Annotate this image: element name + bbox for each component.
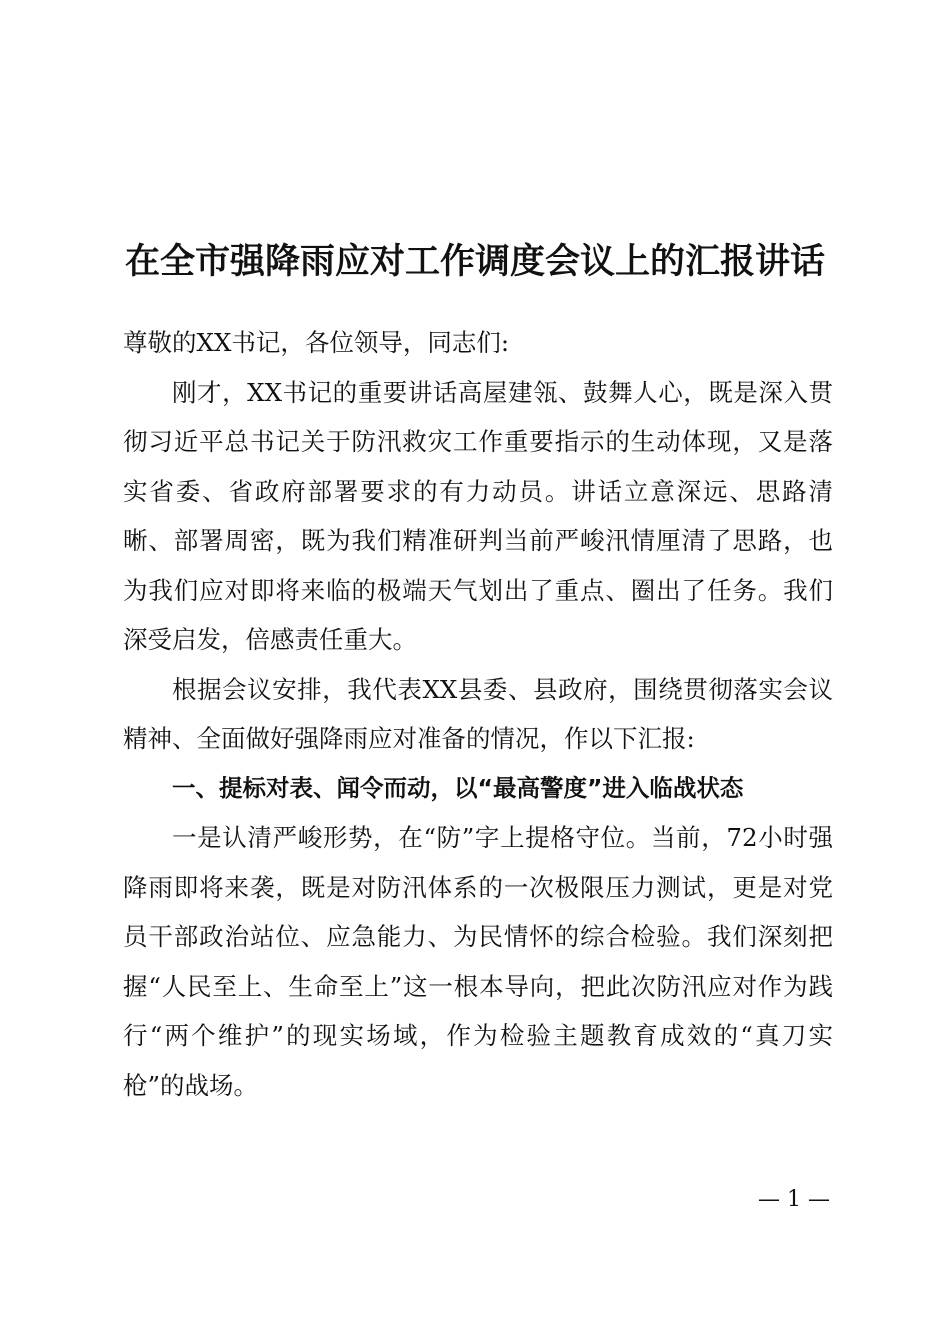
page-number: — 1 — <box>758 1187 830 1212</box>
salutation: 尊敬的XX书记，各位领导，同志们: <box>123 328 510 357</box>
section-heading: 一、提标对表、闻令而动，以“最高警度”进入临战状态 <box>172 773 744 802</box>
document-title: 在全市强降雨应对工作调度会议上的汇报讲话 <box>124 241 825 283</box>
document-body <box>123 318 833 1110</box>
paragraph-report-intro: 根据会议安排，我代表XX县委、县政府，围绕贯彻落实会议精神、全面做好强降雨应对准备的情况，作以下汇报: <box>123 674 833 753</box>
section-paragraph: 一是认清严峻形势，在“防”字上提格守位。当前，72小时强降雨即将来袭，既是对防汛体系的一次极限压力测试，更是对党员干部政治站位、应急能力、为民情怀的综合检验。我们深刻把握“人民至上、生命至上”这一根本导向，把此次防汛应对作为践行“两个维护”的现实场域，作为检验主题教育成效的“真刀实枪”的战场。 <box>123 823 833 1100</box>
paragraph-opening: 刚才，XX书记的重要讲话高屋建瓴、鼓舞人心，既是深入贯彻习近平总书记关于防汛救灾工作重要指示的生动体现，又是落实省委、省政府部署要求的有力动员。讲话立意深远、思路清晰、部署周密，既为我们精准研判当前严峻汛情厘清了思路，也为我们应对即将来临的极端天气划出了重点、圈出了任务。我们深受启发，倍感责任重大。 <box>123 377 833 654</box>
